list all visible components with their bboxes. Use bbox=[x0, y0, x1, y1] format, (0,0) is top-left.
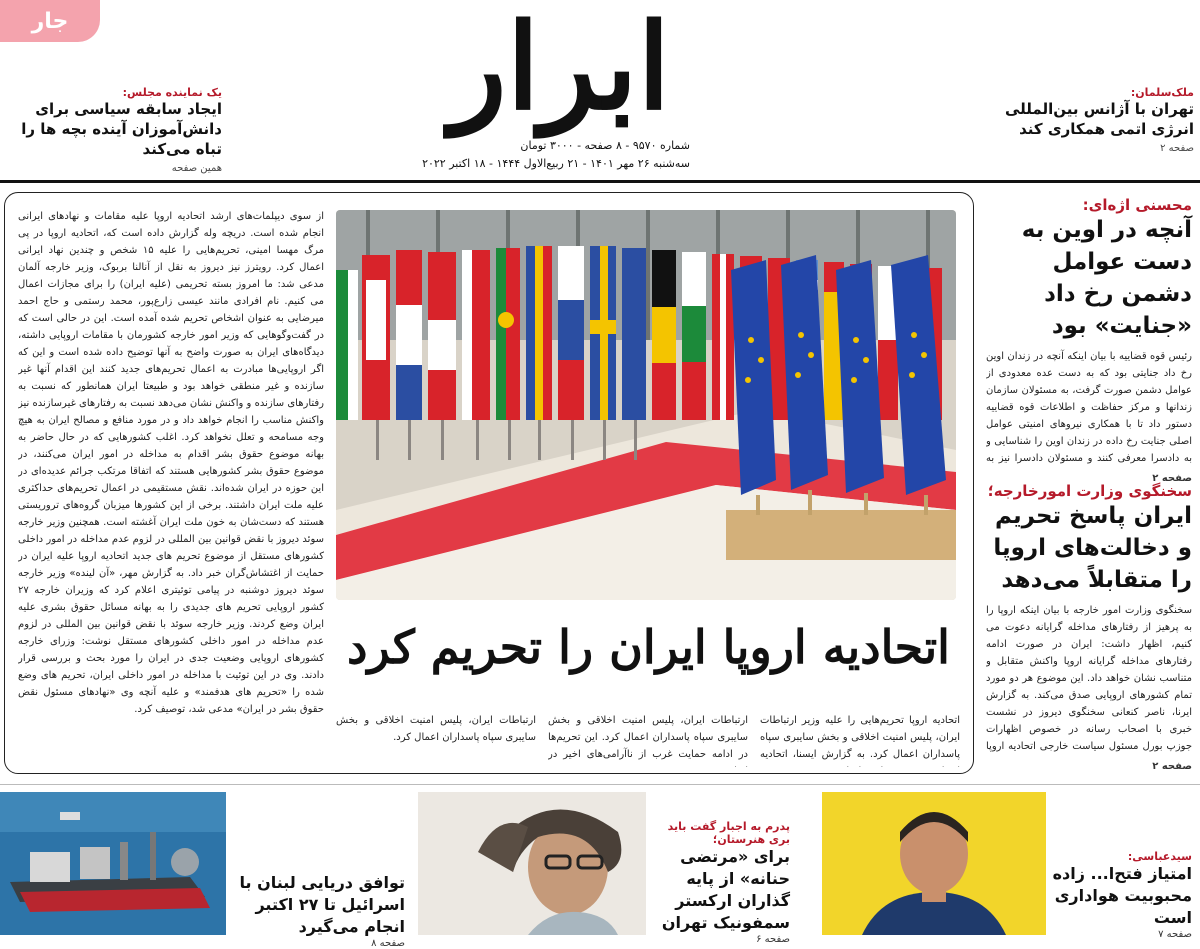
main-story-col-mid: ارتباطات ایران، پلیس امنیت اخلاقی و بخش سایبری سپاه پاسداران اعمال کرد. این تحریم‌ها در ادامه حمایت غرب از ناآرامی‌های اخیر در bbox=[548, 715, 748, 760]
bottom-story-2-page: صفحه ۶ bbox=[756, 934, 790, 945]
newspaper-section-badge: جار bbox=[0, 0, 100, 42]
bottom-story-2[interactable] bbox=[650, 820, 790, 945]
portrait-composer-illustration bbox=[418, 792, 646, 935]
side-story-1-kicker: محسنی اژه‌ای: bbox=[1082, 196, 1192, 214]
header-right-kicker: ملک‌سلمان: bbox=[1130, 86, 1194, 99]
main-story-col-left: ارتباطات ایران، پلیس امنیت اخلاقی و بخش سایبری سپاه پاسداران اعمال کرد. bbox=[336, 715, 536, 743]
bottom-divider bbox=[0, 784, 1200, 785]
side-story-2-title: ایران پاسخ تحریم و دخالت‌های اروپا را متقابلاً می‌دهد bbox=[993, 503, 1192, 593]
header-left-kicker: یک نماینده مجلس: bbox=[122, 86, 222, 99]
main-story-col-right: اتحادیه اروپا تحریم‌هایی را علیه وزیر ارتباطات ایران، پلیس امنیت اخلاقی و بخش سایبری سپاه پاسداران اعمال کرد. به گزارش ایسنا، اتحادیه bbox=[760, 715, 960, 760]
side-story-1[interactable] bbox=[986, 196, 1192, 484]
bottom-story-3[interactable] bbox=[230, 872, 405, 949]
bottom-story-1[interactable] bbox=[1052, 850, 1192, 940]
header-story-right[interactable] bbox=[968, 86, 1194, 154]
side-story-2-page: صفحه ۲ bbox=[1152, 761, 1192, 772]
side-story-2[interactable] bbox=[986, 482, 1192, 772]
portrait-man-illustration bbox=[822, 792, 1046, 935]
header-right-title: تهران با آژانس بین‌المللی انرژی اتمی همکاری کند bbox=[1004, 100, 1194, 138]
main-headline[interactable]: اتحادیه اروپا ایران را تحریم کرد bbox=[347, 620, 950, 674]
main-story-left-column: از سوی دیپلمات‌های ارشد اتحادیه اروپا علیه مقامات و نهادهای ایرانی انجام شده است. دریچه وله گزارش داده است که، اتحادیه اروپا در پی مرگ مهسا امینی، تحریم‌هایی را علیه ۱۵ شخص و چندین نهاد ایرانی اعمال کرد. رویترز نیز دیروز به نقل از آنالنا بربوک، وزیر خارجه آلمان مدعی شد: ما امروز بسته تحریمی (علیه ایران) را برای مجازات اعمال می کنیم. نام افرادی مانند عیسی زارع‌پور، محمد رستمی و حاج احمد میرضایی به عنوان اشخاص تحریم شده آمده است. این در حالی است که در گفت‌وگوهایی که وزیر امور خارجه کشورمان با مقامات اروپایی داشته، دیدگاه‌های ایران به صورت واضح به آنها توضیح داده شده است و این که اگر اروپایی‌ها مبادرت به اعمال تحریم‌های جدید کنند این اقدام آنها غیر سازنده و غیر منطقی خواهد بود و طبیعتا ایران همانطور که نسبت به رفتارهای سازنده و واکنش نشان می‌دهد نسبت به رفتارهای غیرسازنده نیز واکنش مناسب را انجام خواهد داد و در مورد منافع و مصالح ایران به هیچ وجه مسامحه و تعلل نخواهد کرد. اغلب کشورهایی که در حال حاضر به بهانه موضوع حقوق بشر اقدام به مداخله در امور ایران می‌کنند، در موضوع حقوق بشر کشورهایی هستند که اتفاقا مرتکب جرائم عدیده‌ای در این حوزه در ایران شده‌اند. نقش مستقیمی در اعمال تحریم‌های حداکثری علیه ملت ایران داشتند. برخی از این کشورها میزبان گروه‌های تروریستی هستند که دست‌شان به خون ملت ایران آغشته است. همچنین وزیر خارجه سوئد دیروز با نقض قوانین بین المللی در لزوم عدم مداخله در امور داخلی کشورهای مستقل از موضوع تحریم های جدید اتحادیه اروپا علیه ایران در حمایت از اغتشاش‌گران خبر داد. به گزارش مهر، «آن لینده» وزیر خارجه سوئد دیروز دوشنبه در پیامی توئیتری اعلام کرد که وزیران خارجه ۲۷ کشور اروپایی تحریم های جدیدی را به بهانه مسائل حقوق بشری علیه ایران وضع کردند. وزیر خارجه سوئد با نقض قوانین بین المللی در لزوم عدم مداخله در امور داخلی کشورهای مستقل نوشت: وزرای خارجه کشورهای اروپایی وضعیت جدی در ایران را مورد بحث و بررسی قرار دادند. وی در این توئیت با مداخله در امور داخلی ایران، تحریم های وضع شده را «تحریم های هدفمند» و علیه آنچه وی «نهادهای مسئول نقض حقوق بشر در ایران» مدعی شد، توصیف کرد. bbox=[18, 211, 324, 715]
bottom-story-3-photo bbox=[0, 792, 226, 935]
main-story-photo bbox=[336, 210, 956, 600]
date-line: سه‌شنبه ۲۶ مهر ۱۴۰۱ - ۲۱ ربیع‌الاول ۱۴۴۴ - ۱۸ اکتبر ۲۰۲۲ bbox=[422, 157, 690, 170]
bottom-story-1-kicker: سیدعباسی: bbox=[1127, 850, 1192, 863]
masthead-info bbox=[420, 137, 690, 173]
header-right-page: صفحه ۲ bbox=[1160, 143, 1194, 154]
header-left-page: همین صفحه bbox=[171, 163, 222, 174]
bottom-story-1-page: صفحه ۷ bbox=[1158, 929, 1192, 940]
bottom-story-2-photo bbox=[418, 792, 646, 935]
bottom-story-3-page: صفحه ۸ bbox=[371, 938, 405, 949]
bottom-story-3-title: توافق دریایی لبنان با اسرائیل تا ۲۷ اکتبر انجام می‌گیرد bbox=[239, 873, 405, 936]
header-story-left[interactable] bbox=[0, 86, 222, 174]
side-story-2-text: سخنگوی وزارت امور خارجه با بیان اینکه اروپا را به پرهیز از رفتارهای مداخله گرایانه دعوت می کنیم، اظهار داشت: ایران در صورت ادامه رفتارهای مداخله گرایانه اروپا واکنش متقابل و متناسب نشان خواهد داد. این موضوع هر دو مورد تمام کشورهای اروپایی صدق می‌کند. به گزارش ایرنا، ناصر کنعانی سخنگوی دیروز در نشست خبری با اصحاب رسانه در خصوص اظهارات جوزپ بورل مسئول سیاست خارجی اتحادیه اروپا bbox=[986, 605, 1192, 752]
side-story-1-title: آنچه در اوین به دست عوامل دشمن رخ داد «جنایت» بود bbox=[1021, 217, 1192, 339]
bottom-story-2-title: برای «مرتضی حنانه» از پایه گذاران ارکستر سمفونیک تهران bbox=[661, 847, 790, 932]
side-story-1-page: صفحه ۲ bbox=[1152, 473, 1192, 484]
issue-line: شماره ۹۵۷۰ - ۸ صفحه - ۳۰۰۰ تومان bbox=[520, 139, 690, 152]
newspaper-logo: ابرار bbox=[449, 0, 671, 136]
masthead-divider bbox=[0, 180, 1200, 183]
offshore-platform-illustration bbox=[0, 792, 226, 935]
side-story-1-text: رئیس قوه قضاییه با بیان اینکه آنچه در زندان اوین رخ داد جنایتی بود که به دست عده معدودی از عوامل دشمن صورت گرفت، به مسئولان سازمان زندانها و مرکز حفاظت و اطلاعات قوه قضاییه دستور داد تا با همکاری نیروهای امنیتی عوامل اصلی جنایت رخ داده در زندان اوین را شناسایی و به دادسرا معرفی کنند و مسئولان دادسرا نیز به bbox=[986, 351, 1192, 464]
bottom-story-2-kicker: پدرم به اجبار گفت باید بری هنرستان؛ bbox=[667, 820, 790, 846]
eu-flags-illustration bbox=[336, 210, 956, 600]
side-story-2-kicker: سخنگوی وزارت امورخارجه؛ bbox=[987, 482, 1192, 500]
bottom-story-1-title: امتیاز فتح‌ا... زاده محبوبیت هواداری است bbox=[1052, 864, 1192, 927]
bottom-story-1-photo bbox=[822, 792, 1046, 935]
header-left-title: ایجاد سابقه سیاسی برای دانش‌آموزان آینده بچه ها را تباه می‌کند bbox=[21, 100, 222, 158]
